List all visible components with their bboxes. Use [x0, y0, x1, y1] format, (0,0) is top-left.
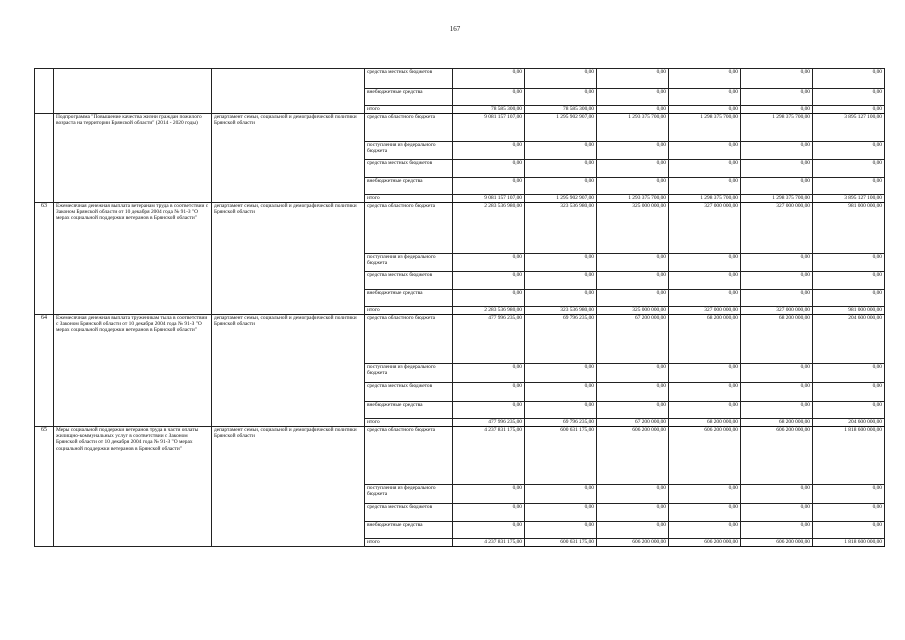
page-number: 167	[449, 25, 461, 33]
amount-cell: 0,00	[741, 254, 813, 272]
amount-cell: 981 000 000,00	[813, 307, 885, 315]
amount-cell: 0,00	[813, 383, 885, 402]
amount-cell: 0,00	[597, 272, 669, 290]
amount-cell: 0,00	[741, 106, 813, 114]
amount-cell: 0,00	[669, 485, 741, 504]
amount-cell: 0,00	[525, 272, 597, 290]
amount-cell: 9 081 157 107,00	[453, 195, 525, 203]
table-row	[35, 427, 885, 485]
amount-cell: 1 293 375 700,00	[597, 114, 669, 142]
funding-source-cell: внебюджетные средства	[365, 522, 453, 539]
amount-cell: 0,00	[597, 402, 669, 419]
table-row	[35, 69, 885, 89]
amount-cell: 0,00	[741, 402, 813, 419]
amount-cell: 0,00	[597, 504, 669, 522]
executor-cell: департамент семьи, социальной и демографической политики Брянской области	[212, 315, 365, 427]
amount-cell: 323 536 980,00	[525, 307, 597, 315]
row-number-cell: 64	[35, 315, 54, 427]
amount-cell: 204 600 000,00	[813, 315, 885, 364]
amount-cell: 69 796 235,00	[525, 315, 597, 364]
amount-cell: 0,00	[597, 69, 669, 89]
funding-source-cell: средства местных бюджетов	[365, 160, 453, 178]
amount-cell: 0,00	[669, 504, 741, 522]
amount-cell: 0,00	[741, 178, 813, 195]
amount-cell: 68 200 000,00	[741, 315, 813, 364]
amount-cell: 67 200 000,00	[597, 315, 669, 364]
table-row	[35, 114, 885, 142]
amount-cell: 0,00	[597, 89, 669, 106]
amount-cell: 0,00	[741, 290, 813, 307]
amount-cell: 0,00	[597, 485, 669, 504]
amount-cell: 0,00	[453, 383, 525, 402]
funding-source-cell: средства областного бюджета	[365, 114, 453, 142]
amount-cell: 0,00	[453, 504, 525, 522]
amount-cell: 4 237 831 175,00	[453, 427, 525, 485]
amount-cell: 0,00	[525, 522, 597, 539]
amount-cell: 0,00	[597, 383, 669, 402]
amount-cell: 477 996 235,00	[453, 315, 525, 364]
amount-cell: 0,00	[525, 290, 597, 307]
row-number-cell: 63	[35, 203, 54, 315]
amount-cell: 0,00	[813, 160, 885, 178]
amount-cell: 0,00	[525, 364, 597, 383]
amount-cell: 600 631 175,00	[525, 427, 597, 485]
budget-table	[34, 68, 885, 547]
amount-cell: 0,00	[669, 364, 741, 383]
amount-cell: 0,00	[813, 504, 885, 522]
amount-cell: 0,00	[453, 522, 525, 539]
amount-cell: 0,00	[669, 402, 741, 419]
funding-source-cell: внебюджетные средства	[365, 402, 453, 419]
amount-cell: 0,00	[669, 106, 741, 114]
amount-cell: 0,00	[669, 290, 741, 307]
amount-cell: 0,00	[453, 89, 525, 106]
description-cell: Подпрограмма "Повышение качества жизни граждан пожилого возраста на территории Брянской области" (2014 - 2020 годы)	[54, 114, 212, 203]
amount-cell: 0,00	[741, 383, 813, 402]
amount-cell: 606 200 000,00	[741, 427, 813, 485]
amount-cell: 3 895 127 100,00	[813, 114, 885, 142]
executor-cell: департамент семьи, социальной и демографической политики Брянской области	[212, 203, 365, 315]
amount-cell: 0,00	[741, 485, 813, 504]
amount-cell: 0,00	[597, 254, 669, 272]
funding-source-cell: поступления из федерального бюджета	[365, 254, 453, 272]
amount-cell: 2 283 536 980,00	[453, 203, 525, 254]
amount-cell: 0,00	[741, 504, 813, 522]
amount-cell: 68 200 000,00	[669, 419, 741, 427]
amount-cell: 3 895 127 100,00	[813, 195, 885, 203]
amount-cell: 0,00	[813, 178, 885, 195]
funding-source-cell: средства местных бюджетов	[365, 504, 453, 522]
amount-cell: 1 295 902 907,00	[525, 195, 597, 203]
amount-cell: 981 000 000,00	[813, 203, 885, 254]
amount-cell: 2 283 536 980,00	[453, 307, 525, 315]
amount-cell: 0,00	[813, 364, 885, 383]
amount-cell: 0,00	[597, 142, 669, 160]
amount-cell: 0,00	[453, 178, 525, 195]
amount-cell: 0,00	[741, 69, 813, 89]
amount-cell: 0,00	[453, 402, 525, 419]
amount-cell: 0,00	[813, 272, 885, 290]
amount-cell: 1 298 375 700,00	[741, 195, 813, 203]
amount-cell: 0,00	[669, 254, 741, 272]
amount-cell: 0,00	[453, 364, 525, 383]
amount-cell: 0,00	[741, 89, 813, 106]
amount-cell: 327 000 000,00	[741, 203, 813, 254]
amount-cell: 477 996 235,00	[453, 419, 525, 427]
row-number-cell	[35, 69, 54, 114]
amount-cell: 327 000 000,00	[669, 203, 741, 254]
funding-source-cell: средства областного бюджета	[365, 315, 453, 364]
funding-source-cell: средства местных бюджетов	[365, 69, 453, 89]
amount-cell: 1 295 902 907,00	[525, 114, 597, 142]
row-number-cell: 65	[35, 427, 54, 547]
amount-cell: 1 298 375 700,00	[669, 114, 741, 142]
amount-cell: 1 818 600 000,00	[813, 427, 885, 485]
amount-cell: 0,00	[525, 504, 597, 522]
table-row	[35, 315, 885, 364]
amount-cell: 0,00	[525, 160, 597, 178]
amount-cell: 0,00	[525, 89, 597, 106]
amount-cell: 606 200 000,00	[597, 539, 669, 547]
amount-cell: 1 818 600 000,00	[813, 539, 885, 547]
amount-cell: 9 081 157 107,00	[453, 114, 525, 142]
funding-source-cell: поступления из федерального бюджета	[365, 142, 453, 160]
table-row	[35, 203, 885, 254]
amount-cell: 0,00	[525, 485, 597, 504]
funding-source-cell: итого	[365, 307, 453, 315]
description-cell: Меры социальной поддержки ветеранов труда в части оплаты жилищно-коммунальных услуг в соответствии с Законом Брянской области от 10 декабря 2004 года № 91-З "О мерах социальной поддержки ветеранов в Брянской области"	[54, 427, 212, 547]
amount-cell: 606 200 000,00	[597, 427, 669, 485]
amount-cell: 0,00	[525, 383, 597, 402]
row-number-cell	[35, 114, 54, 203]
amount-cell: 0,00	[597, 178, 669, 195]
amount-cell: 78 585 300,00	[453, 106, 525, 114]
amount-cell: 0,00	[813, 142, 885, 160]
funding-source-cell: итого	[365, 195, 453, 203]
amount-cell: 1 298 375 700,00	[741, 114, 813, 142]
funding-source-cell: внебюджетные средства	[365, 178, 453, 195]
amount-cell: 0,00	[813, 485, 885, 504]
amount-cell: 606 200 000,00	[741, 539, 813, 547]
amount-cell: 0,00	[453, 69, 525, 89]
amount-cell: 606 200 000,00	[669, 427, 741, 485]
amount-cell: 0,00	[453, 290, 525, 307]
amount-cell: 0,00	[597, 160, 669, 178]
amount-cell: 0,00	[669, 522, 741, 539]
amount-cell: 0,00	[669, 69, 741, 89]
amount-cell: 0,00	[669, 89, 741, 106]
amount-cell: 0,00	[525, 178, 597, 195]
funding-source-cell: поступления из федерального бюджета	[365, 485, 453, 504]
amount-cell: 1 293 375 700,00	[597, 195, 669, 203]
executor-cell	[212, 69, 365, 114]
amount-cell: 0,00	[525, 69, 597, 89]
amount-cell: 68 200 000,00	[741, 419, 813, 427]
amount-cell: 0,00	[813, 290, 885, 307]
amount-cell: 0,00	[525, 142, 597, 160]
amount-cell: 0,00	[597, 290, 669, 307]
description-cell: Ежемесячная денежная выплата труженикам тыла в соответствии с Законом Брянской области от 10 декабря 2004 года № 91-З "О мерах социальной поддержки ветеранов в Брянской области"	[54, 315, 212, 427]
amount-cell: 0,00	[813, 522, 885, 539]
funding-source-cell: итого	[365, 419, 453, 427]
amount-cell: 0,00	[597, 522, 669, 539]
amount-cell: 325 000 000,00	[597, 307, 669, 315]
amount-cell: 0,00	[741, 142, 813, 160]
funding-source-cell: средства областного бюджета	[365, 203, 453, 254]
amount-cell: 0,00	[813, 89, 885, 106]
amount-cell: 600 631 175,00	[525, 539, 597, 547]
amount-cell: 0,00	[813, 402, 885, 419]
executor-cell: департамент семьи, социальной и демографической политики Брянской области	[212, 427, 365, 547]
amount-cell: 0,00	[741, 272, 813, 290]
amount-cell: 0,00	[669, 272, 741, 290]
amount-cell: 0,00	[453, 160, 525, 178]
amount-cell: 0,00	[453, 254, 525, 272]
amount-cell: 0,00	[597, 106, 669, 114]
amount-cell: 0,00	[669, 383, 741, 402]
funding-source-cell: средства местных бюджетов	[365, 272, 453, 290]
amount-cell: 0,00	[813, 254, 885, 272]
funding-source-cell: поступления из федерального бюджета	[365, 364, 453, 383]
funding-source-cell: средства местных бюджетов	[365, 383, 453, 402]
amount-cell: 327 000 000,00	[669, 307, 741, 315]
amount-cell: 68 200 000,00	[669, 315, 741, 364]
amount-cell: 0,00	[669, 178, 741, 195]
budget-table-body	[35, 69, 885, 547]
amount-cell: 606 200 000,00	[669, 539, 741, 547]
description-cell: Ежемесячная денежная выплата ветеранам труда в соответствии с Законом Брянской области от 10 декабря 2004 года № 91-З "О мерах социальной поддержки ветеранов в Брянской области"	[54, 203, 212, 315]
amount-cell: 0,00	[597, 364, 669, 383]
amount-cell: 0,00	[813, 69, 885, 89]
description-cell	[54, 69, 212, 114]
amount-cell: 69 796 235,00	[525, 419, 597, 427]
amount-cell: 204 600 000,00	[813, 419, 885, 427]
amount-cell: 325 000 000,00	[597, 203, 669, 254]
funding-source-cell: внебюджетные средства	[365, 89, 453, 106]
amount-cell: 327 000 000,00	[741, 307, 813, 315]
funding-source-cell: средства областного бюджета	[365, 427, 453, 485]
amount-cell: 0,00	[525, 254, 597, 272]
amount-cell: 67 200 000,00	[597, 419, 669, 427]
amount-cell: 0,00	[741, 364, 813, 383]
amount-cell: 0,00	[741, 522, 813, 539]
amount-cell: 0,00	[453, 142, 525, 160]
amount-cell: 0,00	[741, 160, 813, 178]
amount-cell: 78 585 300,00	[525, 106, 597, 114]
funding-source-cell: итого	[365, 106, 453, 114]
amount-cell: 0,00	[669, 142, 741, 160]
amount-cell: 0,00	[525, 402, 597, 419]
amount-cell: 0,00	[453, 485, 525, 504]
executor-cell: департамент семьи, социальной и демографической политики Брянской области	[212, 114, 365, 203]
amount-cell: 1 298 375 700,00	[669, 195, 741, 203]
funding-source-cell: итого	[365, 539, 453, 547]
amount-cell: 0,00	[669, 160, 741, 178]
amount-cell: 0,00	[453, 272, 525, 290]
amount-cell: 0,00	[813, 106, 885, 114]
amount-cell: 4 237 831 175,00	[453, 539, 525, 547]
funding-source-cell: внебюджетные средства	[365, 290, 453, 307]
amount-cell: 323 536 980,00	[525, 203, 597, 254]
